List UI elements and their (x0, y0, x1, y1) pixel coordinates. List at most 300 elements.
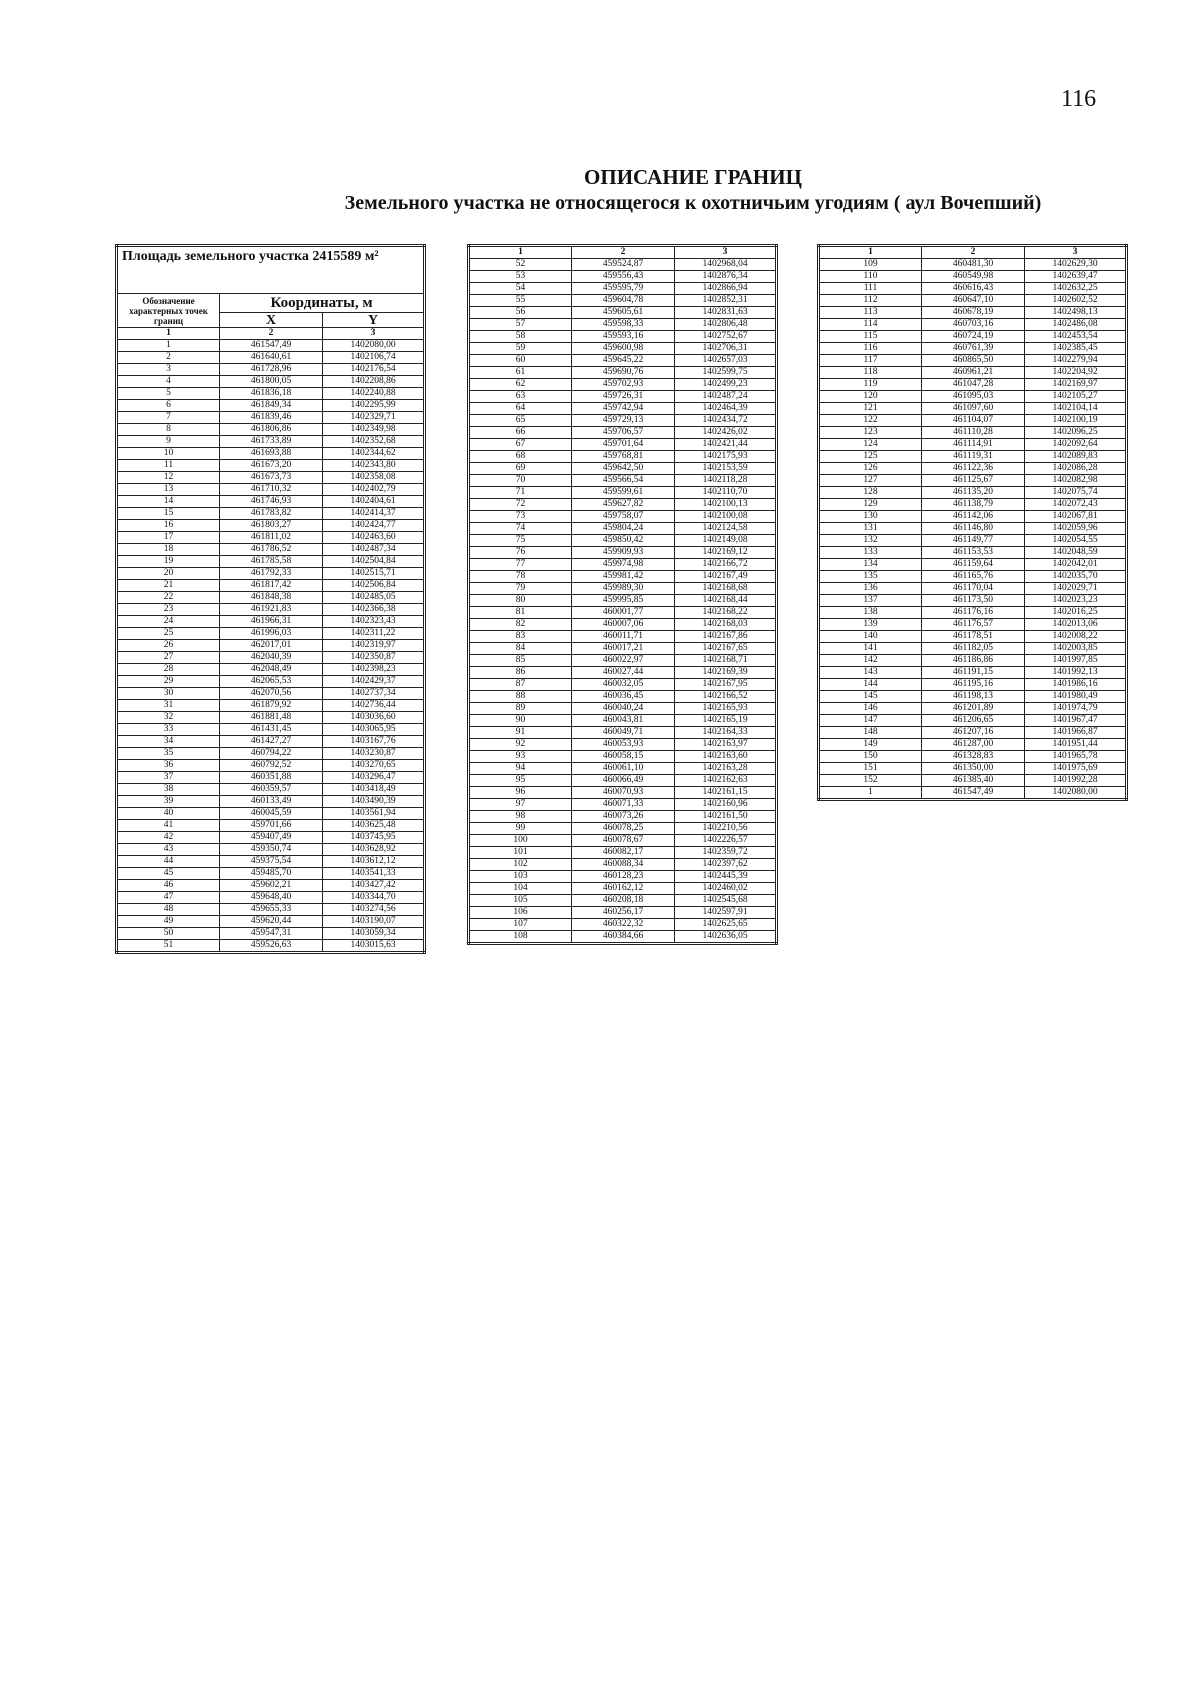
point-number-cell: 95 (469, 775, 572, 787)
x-coordinate-cell: 462017,01 (220, 640, 323, 652)
x-coordinate-cell: 460865,50 (922, 355, 1025, 367)
x-coordinate-cell: 461431,45 (220, 724, 323, 736)
y-coordinate-cell: 1402163,28 (675, 763, 777, 775)
x-coordinate-cell: 461783,82 (220, 508, 323, 520)
column-number: 3 (323, 328, 425, 340)
x-coordinate-cell: 459600,98 (572, 343, 675, 355)
y-coordinate-cell: 1402295,99 (323, 400, 425, 412)
x-coordinate-cell: 461122,36 (922, 463, 1025, 475)
x-coordinate-cell: 461673,73 (220, 472, 323, 484)
y-coordinate-cell: 1402657,03 (675, 355, 777, 367)
column-number: 1 (819, 246, 922, 259)
y-coordinate-cell: 1403628,92 (323, 844, 425, 856)
y-coordinate-cell: 1403274,56 (323, 904, 425, 916)
x-coordinate-cell: 461427,27 (220, 736, 323, 748)
x-coordinate-cell: 461191,15 (922, 667, 1025, 679)
table-row (469, 835, 777, 847)
table-row (819, 463, 1127, 475)
x-coordinate-cell: 459599,61 (572, 487, 675, 499)
point-number-cell: 53 (469, 271, 572, 283)
point-header: Обозначение характерных точек границ (117, 294, 220, 328)
coordinates-table-3 (817, 244, 1128, 801)
point-number-cell: 147 (819, 715, 922, 727)
table-row (469, 427, 777, 439)
table-row (469, 463, 777, 475)
y-coordinate-cell: 1402169,39 (675, 667, 777, 679)
table-row (819, 643, 1127, 655)
point-number-cell: 22 (117, 592, 220, 604)
table-row (819, 751, 1127, 763)
y-coordinate-cell: 1402226,57 (675, 835, 777, 847)
point-number-cell: 70 (469, 475, 572, 487)
x-coordinate-cell: 461673,20 (220, 460, 323, 472)
y-coordinate-cell: 1401975,69 (1025, 763, 1127, 775)
x-coordinate-cell: 459909,93 (572, 547, 675, 559)
point-number-cell: 131 (819, 523, 922, 535)
x-coordinate-cell: 459690,76 (572, 367, 675, 379)
x-coordinate-cell: 461114,91 (922, 439, 1025, 451)
y-coordinate-cell: 1402153,59 (675, 463, 777, 475)
y-coordinate-cell: 1403541,33 (323, 868, 425, 880)
x-coordinate-cell: 461165,76 (922, 571, 1025, 583)
table-1-body (117, 340, 425, 953)
x-coordinate-cell: 461547,49 (922, 787, 1025, 800)
column-number: 2 (220, 328, 323, 340)
y-coordinate-cell: 1402358,08 (323, 472, 425, 484)
x-coordinate-cell: 460351,88 (220, 772, 323, 784)
point-number-cell: 109 (819, 259, 922, 271)
point-number-cell: 37 (117, 772, 220, 784)
y-coordinate-cell: 1402486,08 (1025, 319, 1127, 331)
point-number-cell: 130 (819, 511, 922, 523)
y-coordinate-cell: 1402104,14 (1025, 403, 1127, 415)
y-coordinate-cell: 1401974,79 (1025, 703, 1127, 715)
table-row (469, 655, 777, 667)
y-coordinate-cell: 1402968,04 (675, 259, 777, 271)
point-number-cell: 120 (819, 391, 922, 403)
table-row (819, 379, 1127, 391)
y-coordinate-cell: 1402059,96 (1025, 523, 1127, 535)
table-row (117, 448, 425, 460)
y-coordinate-cell: 1403344,70 (323, 892, 425, 904)
table-row (469, 259, 777, 271)
point-number-cell: 105 (469, 895, 572, 907)
point-number-cell: 21 (117, 580, 220, 592)
x-coordinate-cell: 461800,05 (220, 376, 323, 388)
table-row (819, 427, 1127, 439)
table-row (469, 895, 777, 907)
point-number-cell: 1 (819, 787, 922, 800)
x-coordinate-cell: 461848,38 (220, 592, 323, 604)
document-title: ОПИСАНИЕ ГРАНИЦ (584, 165, 802, 189)
x-coordinate-cell: 459524,87 (572, 259, 675, 271)
table-row (117, 712, 425, 724)
x-coordinate-cell: 460078,25 (572, 823, 675, 835)
x-coordinate-cell: 460647,10 (922, 295, 1025, 307)
table-row (117, 772, 425, 784)
y-coordinate-cell: 1402632,25 (1025, 283, 1127, 295)
y-coordinate-cell: 1402350,87 (323, 652, 425, 664)
y-coordinate-cell: 1402100,13 (675, 499, 777, 511)
y-coordinate-cell: 1402343,80 (323, 460, 425, 472)
table-row (117, 916, 425, 928)
y-coordinate-cell: 1403065,95 (323, 724, 425, 736)
x-coordinate-cell: 460703,16 (922, 319, 1025, 331)
table-row (819, 619, 1127, 631)
x-coordinate-cell: 461786,52 (220, 544, 323, 556)
y-coordinate-cell: 1402035,70 (1025, 571, 1127, 583)
table-row (117, 376, 425, 388)
point-number-cell: 140 (819, 631, 922, 643)
x-coordinate-cell: 461836,18 (220, 388, 323, 400)
table-row (469, 667, 777, 679)
y-coordinate-cell: 1402506,84 (323, 580, 425, 592)
table-row (819, 607, 1127, 619)
point-number-cell: 20 (117, 568, 220, 580)
x-coordinate-cell: 461149,77 (922, 535, 1025, 547)
y-coordinate-cell: 1402736,44 (323, 700, 425, 712)
table-row (117, 484, 425, 496)
point-number-cell: 35 (117, 748, 220, 760)
x-coordinate-cell: 461047,28 (922, 379, 1025, 391)
point-number-cell: 27 (117, 652, 220, 664)
table-row (819, 679, 1127, 691)
table-row (469, 271, 777, 283)
table-row (117, 700, 425, 712)
table-row (469, 595, 777, 607)
x-coordinate-cell: 459556,43 (572, 271, 675, 283)
y-coordinate-cell: 1402042,01 (1025, 559, 1127, 571)
point-number-cell: 1 (117, 340, 220, 352)
point-number-cell: 96 (469, 787, 572, 799)
table-row (117, 544, 425, 556)
x-coordinate-cell: 460011,71 (572, 631, 675, 643)
x-coordinate-cell: 459804,24 (572, 523, 675, 535)
y-coordinate-cell: 1402075,74 (1025, 487, 1127, 499)
point-number-cell: 151 (819, 763, 922, 775)
point-number-cell: 106 (469, 907, 572, 919)
table-row (469, 415, 777, 427)
y-coordinate-cell: 1401967,47 (1025, 715, 1127, 727)
table-row (469, 787, 777, 799)
y-coordinate-cell: 1402852,31 (675, 295, 777, 307)
coordinates-table-2 (467, 244, 778, 945)
y-coordinate-cell: 1402319,97 (323, 640, 425, 652)
y-coordinate-cell: 1402498,13 (1025, 307, 1127, 319)
x-coordinate-cell: 460036,45 (572, 691, 675, 703)
x-coordinate-cell: 461138,79 (922, 499, 1025, 511)
point-number-cell: 11 (117, 460, 220, 472)
table-row (469, 871, 777, 883)
y-coordinate-cell: 1401992,28 (1025, 775, 1127, 787)
y-coordinate-cell: 1403190,07 (323, 916, 425, 928)
column-number: 3 (675, 246, 777, 259)
y-coordinate-cell: 1402485,05 (323, 592, 425, 604)
x-coordinate-cell: 460384,66 (572, 931, 675, 944)
table-row (819, 403, 1127, 415)
point-number-cell: 61 (469, 367, 572, 379)
table-row (819, 451, 1127, 463)
point-number-cell: 10 (117, 448, 220, 460)
x-coordinate-cell: 459598,33 (572, 319, 675, 331)
point-number-cell: 71 (469, 487, 572, 499)
table-row (819, 475, 1127, 487)
x-coordinate-cell: 459547,31 (220, 928, 323, 940)
x-coordinate-cell: 460078,67 (572, 835, 675, 847)
point-number-cell: 122 (819, 415, 922, 427)
point-number-cell: 50 (117, 928, 220, 940)
table-row (469, 859, 777, 871)
y-coordinate-cell: 1402086,28 (1025, 463, 1127, 475)
y-coordinate-cell: 1402082,98 (1025, 475, 1127, 487)
point-number-cell: 81 (469, 607, 572, 619)
point-number-cell: 102 (469, 859, 572, 871)
x-coordinate-cell: 460070,93 (572, 787, 675, 799)
x-coordinate-cell: 461350,00 (922, 763, 1025, 775)
x-coordinate-cell: 460256,17 (572, 907, 675, 919)
x-header: X (220, 313, 323, 328)
point-number-cell: 46 (117, 880, 220, 892)
x-coordinate-cell: 459375,54 (220, 856, 323, 868)
table-row (819, 271, 1127, 283)
y-coordinate-cell: 1402163,60 (675, 751, 777, 763)
x-coordinate-cell: 460022,97 (572, 655, 675, 667)
point-number-cell: 115 (819, 331, 922, 343)
x-coordinate-cell: 460007,06 (572, 619, 675, 631)
point-number-cell: 52 (469, 259, 572, 271)
y-coordinate-cell: 1402175,93 (675, 451, 777, 463)
x-coordinate-cell: 459407,49 (220, 832, 323, 844)
y-coordinate-cell: 1402204,92 (1025, 367, 1127, 379)
point-number-cell: 58 (469, 331, 572, 343)
point-number-cell: 112 (819, 295, 922, 307)
y-coordinate-cell: 1403036,60 (323, 712, 425, 724)
x-coordinate-cell: 461792,33 (220, 568, 323, 580)
point-number-cell: 116 (819, 343, 922, 355)
table-row (819, 259, 1127, 271)
point-number-cell: 103 (469, 871, 572, 883)
point-number-cell: 16 (117, 520, 220, 532)
y-coordinate-cell: 1402106,74 (323, 352, 425, 364)
table-row (469, 583, 777, 595)
y-coordinate-cell: 1402072,43 (1025, 499, 1127, 511)
y-coordinate-cell: 1402067,81 (1025, 511, 1127, 523)
x-coordinate-cell: 461176,16 (922, 607, 1025, 619)
column-number: 1 (469, 246, 572, 259)
coordinates-header: Координаты, м (220, 294, 425, 313)
point-number-cell: 146 (819, 703, 922, 715)
point-number-cell: 90 (469, 715, 572, 727)
y-coordinate-cell: 1402453,54 (1025, 331, 1127, 343)
point-number-cell: 135 (819, 571, 922, 583)
table-row (819, 511, 1127, 523)
y-coordinate-cell: 1402167,49 (675, 571, 777, 583)
point-number-cell: 149 (819, 739, 922, 751)
point-number-cell: 123 (819, 427, 922, 439)
table-row (469, 475, 777, 487)
table-row (117, 592, 425, 604)
point-number-cell: 14 (117, 496, 220, 508)
table-row (117, 412, 425, 424)
y-coordinate-cell: 1403270,65 (323, 760, 425, 772)
x-coordinate-cell: 459989,30 (572, 583, 675, 595)
y-coordinate-cell: 1402504,84 (323, 556, 425, 568)
point-number-cell: 8 (117, 424, 220, 436)
x-coordinate-cell: 461287,00 (922, 739, 1025, 751)
table-row (117, 340, 425, 352)
x-coordinate-cell: 460001,77 (572, 607, 675, 619)
point-number-cell: 30 (117, 688, 220, 700)
table-row (117, 388, 425, 400)
y-coordinate-cell: 1402311,22 (323, 628, 425, 640)
point-number-cell: 31 (117, 700, 220, 712)
x-coordinate-cell: 459485,70 (220, 868, 323, 880)
table-row (469, 499, 777, 511)
y-coordinate-cell: 1402161,50 (675, 811, 777, 823)
table-row (819, 787, 1127, 800)
y-coordinate-cell: 1403745,95 (323, 832, 425, 844)
x-coordinate-cell: 460088,34 (572, 859, 675, 871)
table-row (117, 640, 425, 652)
x-coordinate-cell: 461142,06 (922, 511, 1025, 523)
x-coordinate-cell: 461996,03 (220, 628, 323, 640)
point-number-cell: 48 (117, 904, 220, 916)
x-coordinate-cell: 461176,57 (922, 619, 1025, 631)
point-number-cell: 40 (117, 808, 220, 820)
x-coordinate-cell: 460724,19 (922, 331, 1025, 343)
table-row (469, 631, 777, 643)
point-number-cell: 145 (819, 691, 922, 703)
y-coordinate-cell: 1403230,87 (323, 748, 425, 760)
point-number-cell: 76 (469, 547, 572, 559)
x-coordinate-cell: 459604,78 (572, 295, 675, 307)
table-row (117, 724, 425, 736)
point-number-cell: 59 (469, 343, 572, 355)
point-number-cell: 98 (469, 811, 572, 823)
point-number-cell: 9 (117, 436, 220, 448)
point-number-cell: 19 (117, 556, 220, 568)
x-coordinate-cell: 461125,67 (922, 475, 1025, 487)
point-number-cell: 101 (469, 847, 572, 859)
table-row (819, 547, 1127, 559)
point-number-cell: 124 (819, 439, 922, 451)
table-row (117, 496, 425, 508)
y-coordinate-cell: 1402208,86 (323, 376, 425, 388)
x-coordinate-cell: 460322,32 (572, 919, 675, 931)
point-number-cell: 75 (469, 535, 572, 547)
y-coordinate-cell: 1402048,59 (1025, 547, 1127, 559)
table-row (117, 520, 425, 532)
y-coordinate-cell: 1402602,52 (1025, 295, 1127, 307)
x-coordinate-cell: 461879,92 (220, 700, 323, 712)
table-row (469, 763, 777, 775)
y-coordinate-cell: 1402176,54 (323, 364, 425, 376)
y-coordinate-cell: 1402445,39 (675, 871, 777, 883)
y-coordinate-cell: 1402167,65 (675, 643, 777, 655)
x-coordinate-cell: 461104,07 (922, 415, 1025, 427)
point-number-cell: 119 (819, 379, 922, 391)
y-coordinate-cell: 1402168,71 (675, 655, 777, 667)
x-coordinate-cell: 459974,98 (572, 559, 675, 571)
y-coordinate-cell: 1402161,15 (675, 787, 777, 799)
y-coordinate-cell: 1402105,27 (1025, 391, 1127, 403)
table-row (117, 508, 425, 520)
x-coordinate-cell: 459648,40 (220, 892, 323, 904)
point-number-cell: 91 (469, 727, 572, 739)
y-coordinate-cell: 1402404,61 (323, 496, 425, 508)
x-coordinate-cell: 460049,71 (572, 727, 675, 739)
table-row (469, 643, 777, 655)
x-coordinate-cell: 461547,49 (220, 340, 323, 352)
point-number-cell: 89 (469, 703, 572, 715)
table-row (469, 823, 777, 835)
table-row (117, 532, 425, 544)
x-coordinate-cell: 461198,13 (922, 691, 1025, 703)
table-row (819, 391, 1127, 403)
x-coordinate-cell: 461849,34 (220, 400, 323, 412)
y-coordinate-cell: 1402279,94 (1025, 355, 1127, 367)
table-row (819, 415, 1127, 427)
table-row (819, 367, 1127, 379)
table-row (117, 808, 425, 820)
point-number-cell: 4 (117, 376, 220, 388)
point-number-cell: 110 (819, 271, 922, 283)
x-coordinate-cell: 460678,19 (922, 307, 1025, 319)
point-number-cell: 83 (469, 631, 572, 643)
point-number-cell: 87 (469, 679, 572, 691)
y-coordinate-cell: 1402124,58 (675, 523, 777, 535)
point-number-cell: 85 (469, 655, 572, 667)
point-number-cell: 150 (819, 751, 922, 763)
point-number-cell: 63 (469, 391, 572, 403)
table-row (469, 907, 777, 919)
point-number-cell: 129 (819, 499, 922, 511)
point-number-cell: 18 (117, 544, 220, 556)
point-number-cell: 3 (117, 364, 220, 376)
x-coordinate-cell: 460082,17 (572, 847, 675, 859)
y-coordinate-cell: 1402092,64 (1025, 439, 1127, 451)
x-coordinate-cell: 461110,28 (922, 427, 1025, 439)
table-row (117, 904, 425, 916)
x-coordinate-cell: 461201,89 (922, 703, 1025, 715)
y-coordinate-cell: 1402168,03 (675, 619, 777, 631)
table-row (469, 547, 777, 559)
table-row (819, 583, 1127, 595)
table-row (117, 736, 425, 748)
table-row (819, 331, 1127, 343)
point-number-cell: 44 (117, 856, 220, 868)
table-row (117, 652, 425, 664)
point-number-cell: 78 (469, 571, 572, 583)
y-coordinate-cell: 1402414,37 (323, 508, 425, 520)
point-number-cell: 60 (469, 355, 572, 367)
table-row (819, 691, 1127, 703)
table-row (117, 796, 425, 808)
y-coordinate-cell: 1402866,94 (675, 283, 777, 295)
table-row (819, 523, 1127, 535)
table-row (117, 676, 425, 688)
point-number-cell: 133 (819, 547, 922, 559)
table-row (469, 367, 777, 379)
y-coordinate-cell: 1402629,30 (1025, 259, 1127, 271)
table-row (469, 679, 777, 691)
y-coordinate-cell: 1401986,16 (1025, 679, 1127, 691)
y-coordinate-cell: 1402023,23 (1025, 595, 1127, 607)
x-coordinate-cell: 461182,05 (922, 643, 1025, 655)
table-row (819, 499, 1127, 511)
y-coordinate-cell: 1402625,65 (675, 919, 777, 931)
point-number-cell: 66 (469, 427, 572, 439)
